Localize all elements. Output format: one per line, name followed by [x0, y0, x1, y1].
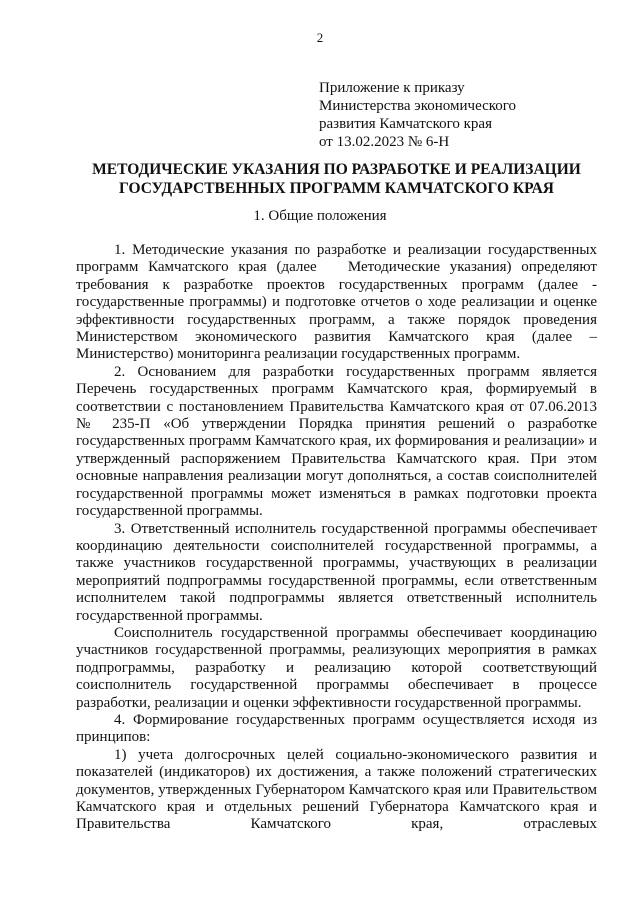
paragraph-3: 3. Ответственный исполнитель государственной программы обеспечивает координацию деятельности соисполнителей государственной программы, а также участников государственной программы, участвующих в реализации мероприятий подпрограммы государственной программы, если ответственным исполнителем такой подпрограммы является ответственный исполнитель государственной программы. [76, 520, 597, 624]
document-title-line: ГОСУДАРСТВЕННЫХ ПРОГРАММ КАМЧАТСКОГО КРАЯ [118, 180, 555, 197]
section-title: 1. Общие положения [253, 208, 387, 224]
paragraph-4-item-1: 1) учета долгосрочных целей социально-экономического развития и показателей (индикаторов) их достижения, а также положений стратегических документов, утвержденных Губернатором Камчатского края или Правительством Камчатского края и отдельных решений Губернатора Камчатского края и Правительства Камчатского края, отраслевых [76, 746, 597, 833]
paragraph-4: 4. Формирование государственных программ осуществляется исходя из принципов: [76, 711, 597, 746]
document-body [76, 242, 597, 834]
page-number: 2 [316, 30, 324, 45]
paragraph-3-coexecutor: Соисполнитель государственной программы обеспечивает координацию участников государственной программы, реализующих мероприятия в рамках подпрограммы, разработку и реализацию которой соответствующий соисполнитель государственной программы обеспечивает в процессе разработки, реализации и оценки эффективности государственной программы. [76, 624, 597, 711]
appendix-block [319, 79, 516, 151]
document-title [76, 160, 597, 198]
appendix-line: Министерства экономического [319, 98, 517, 114]
appendix-line: развития Камчатского края [319, 116, 492, 132]
appendix-line: от 13.02.2023 № 6-Н [319, 134, 450, 150]
paragraph-1: 1. Методические указания по разработке и реализации государственных программ Камчатского края (далее Методические указания) определяют требования к разработке проектов государственных программ (далее - государственные программы) и подготовке отчетов о ходе реализации и оценке эффективности государственных программ, а также порядок проведения Министерством экономического развития Камчатского края (далее – Министерство) мониторинга реализации государственных программ. [76, 242, 597, 363]
paragraph-2: 2. Основанием для разработки государственных программ является Перечень государственных программ Камчатского края, формируемый в соответствии с постановлением Правительства Камчатского края от 07.06.2013 № 235-П «Об утверждении Порядка принятия решений о разработке государственных программ Камчатского края, их формирования и реализации» и утвержденный распоряжением Правительства Камчатского края. При этом основные направления реализации могут дополняться, а состав соисполнителей государственной программы может изменяться в рамках подготовки проекта государственной программы. [76, 363, 597, 520]
appendix-line: Приложение к приказу [319, 80, 465, 96]
document-title-line: МЕТОДИЧЕСКИЕ УКАЗАНИЯ ПО РАЗРАБОТКЕ И РЕАЛИЗАЦИИ [92, 161, 581, 178]
